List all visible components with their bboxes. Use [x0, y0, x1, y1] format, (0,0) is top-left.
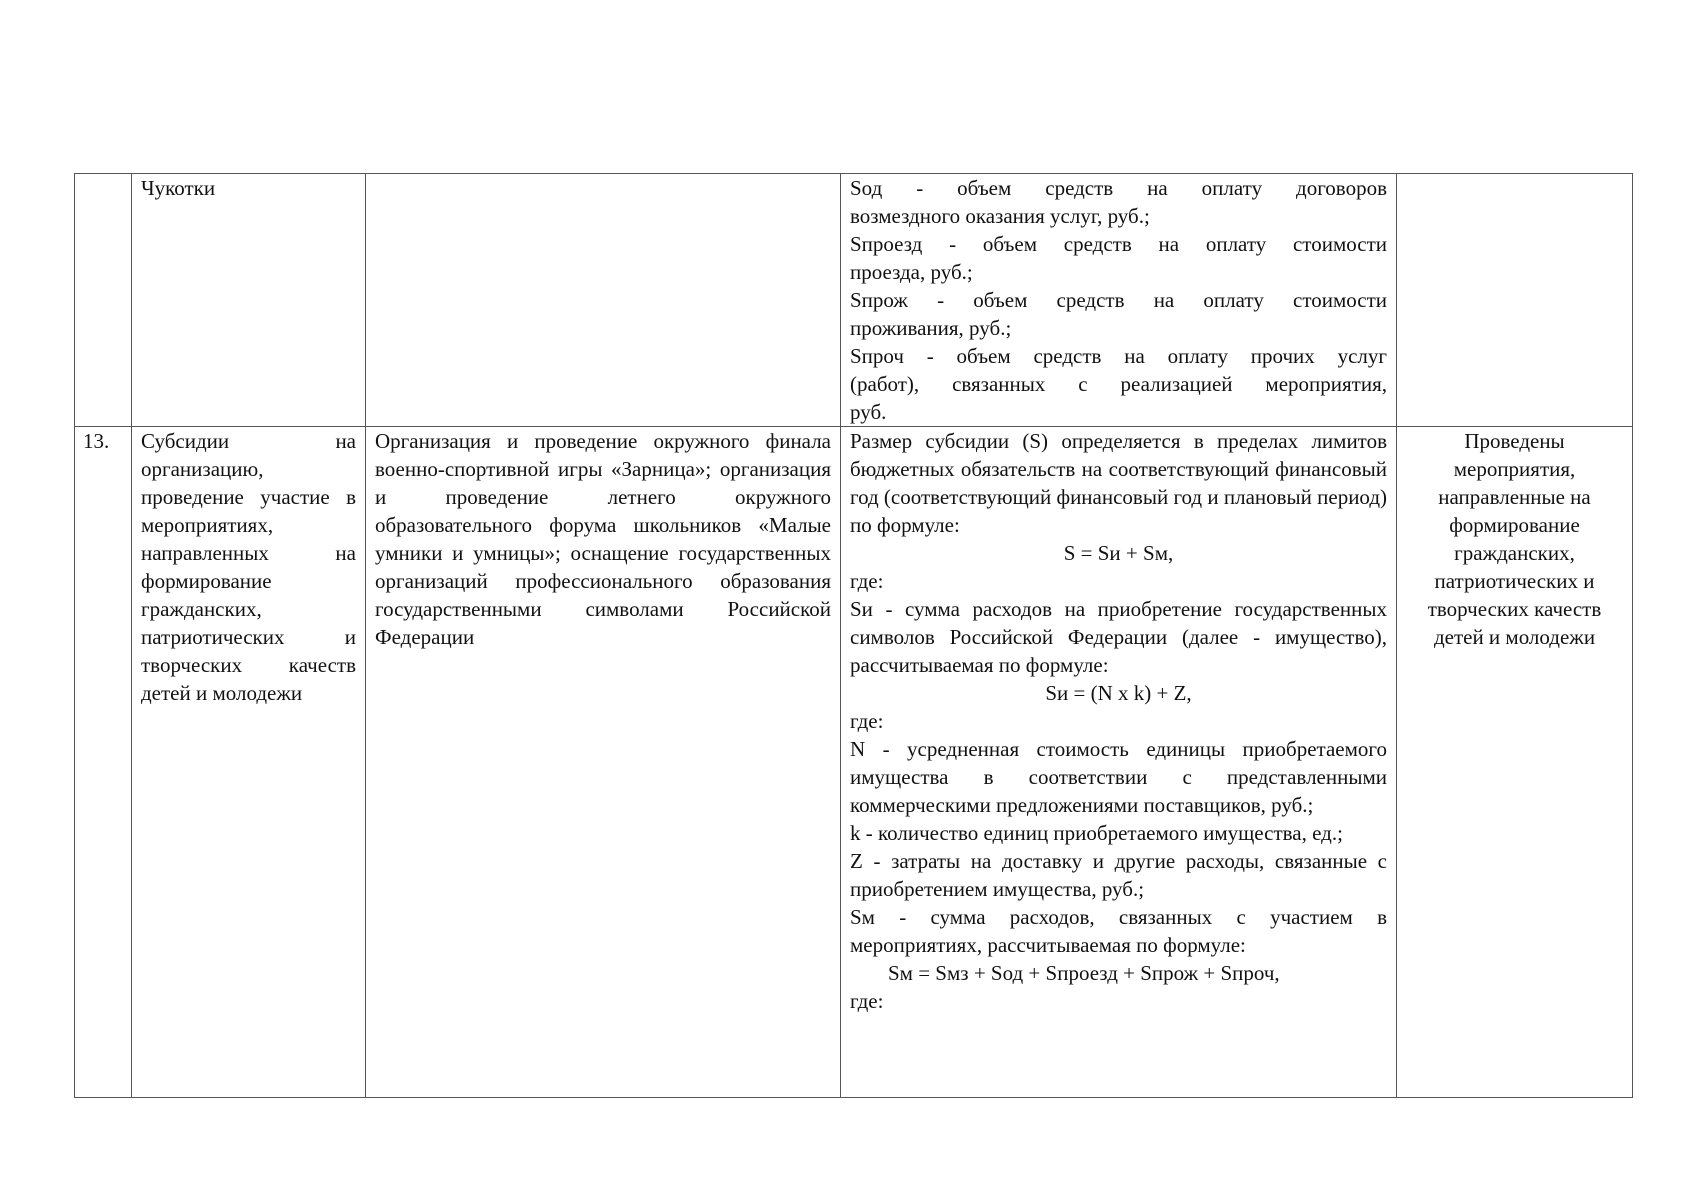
cell-result — [1397, 174, 1633, 427]
text-line: Sод - объем средств на оплату договоров — [850, 176, 1387, 200]
text-line: Sпрож - объем средств на оплату стоимости — [850, 288, 1387, 312]
text-line: руб. — [850, 400, 887, 424]
paragraph: Z - затраты на доставку и другие расходы, связанные с приобретением имущества, руб.; — [850, 849, 1387, 901]
cell-text: Чукотки — [141, 176, 216, 200]
text-line: Sпроч - объем средств на оплату прочих услуг — [850, 344, 1387, 368]
text-line: (работ), связанных с реализацией мероприятия, — [850, 372, 1387, 396]
formula: Sм = Sмз + Sод + Sпроезд + Sпрож + Sпроч, — [888, 961, 1280, 985]
table-row — [75, 174, 1633, 427]
text-line: возмездного оказания услуг, руб.; — [850, 204, 1150, 228]
cell-text: Субсидии на организацию, проведение участие в мероприятиях, направленных на формирование гражданских, патриотических и творческих качеств детей и молодежи — [141, 429, 356, 705]
cell-activities — [366, 174, 841, 427]
cell-subsidy-name — [132, 174, 366, 427]
paragraph: N - усредненная стоимость единицы приобретаемого имущества в соответствии с представленными коммерческими предложениями поставщиков, руб.; — [850, 737, 1387, 817]
text-line: Sпроезд - объем средств на оплату стоимости — [850, 232, 1387, 256]
cell-calculation — [841, 427, 1397, 1098]
table-row — [75, 427, 1633, 1098]
cell-subsidy-name — [132, 427, 366, 1098]
where-label: где: — [850, 989, 884, 1013]
cell-result — [1397, 427, 1633, 1098]
cell-text: Организация и проведение окружного финала военно-спортивной игры «Зарница»; организация и проведение летнего окружного образовательного форума школьников «Малые умники и умницы»; оснащение государственных организаций профессионального образования государственными символами Российской Федерации — [375, 429, 831, 649]
paragraph: k - количество единиц приобретаемого имущества, ед.; — [850, 821, 1343, 845]
subsidy-table — [74, 173, 1633, 1098]
text-line: проживания, руб.; — [850, 316, 1012, 340]
cell-text: Проведены мероприятия, направленные на формирование гражданских, патриотических и творческих качеств детей и молодежи — [1427, 429, 1602, 649]
text-line: проезда, руб.; — [850, 260, 973, 284]
cell-number — [75, 174, 132, 427]
where-label: где: — [850, 709, 884, 733]
where-label: где: — [850, 569, 884, 593]
paragraph: Размер субсидии (S) определяется в пределах лимитов бюджетных обязательств на соответствующий финансовый год (соответствующий финансовый год и плановый период) по формуле: — [850, 429, 1388, 537]
cell-activities — [366, 427, 841, 1098]
paragraph: Sи - сумма расходов на приобретение государственных символов Российской Федерации (далее - имущество), рассчитываемая по формуле: — [850, 597, 1387, 677]
formula: Sи = (N x k) + Z, — [1045, 681, 1192, 705]
cell-calculation — [841, 174, 1397, 427]
paragraph: Sм - сумма расходов, связанных с участием в мероприятиях, рассчитываемая по формуле: — [850, 905, 1387, 957]
row-number: 13. — [83, 429, 110, 453]
formula: S = Sи + Sм, — [1063, 541, 1174, 565]
cell-number — [75, 427, 132, 1098]
